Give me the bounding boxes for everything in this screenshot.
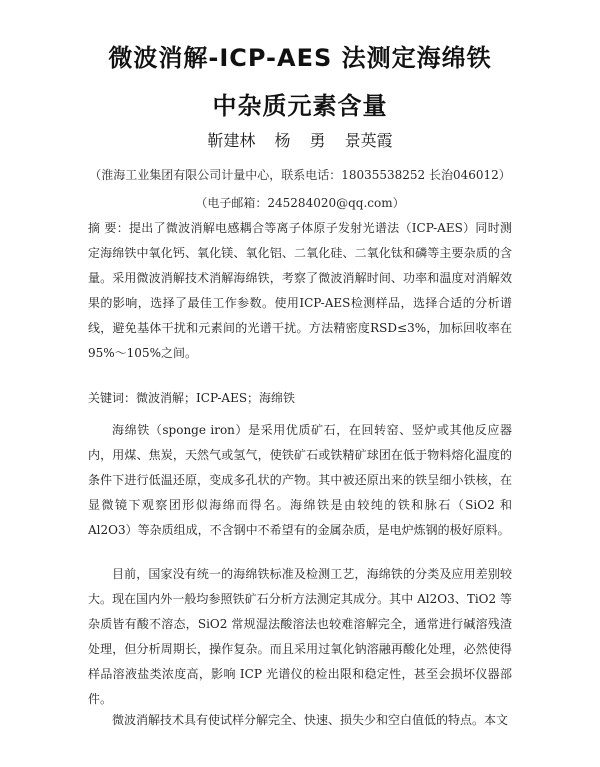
keywords-text: 微波消解；ICP-AES；海绵铁 — [136, 391, 296, 405]
body-paragraph-1: 海绵铁（sponge iron）是采用优质矿石，在回转窑、竖炉或其他反应器内，用煤、焦炭，天然气或氢气，使铁矿石或铁精矿球团在低于物料熔化温度的条件下进行低温还原，变成多孔状的产物。其中被还原出来的铁呈细小铁核，在显微镜下观察团形似海绵而得名。海绵铁是由较纯的铁和脉石（SiO2 和 Al2O3）等杂质组成，不含钢中不希望有的金属杂质，是电炉炼钢的极好原料。 — [88, 423, 512, 537]
abstract-label: 摘 要： — [88, 221, 129, 235]
keywords-label: 关键词： — [88, 391, 137, 405]
paper-title-line-2: 中杂质元素含量 — [212, 92, 388, 120]
paper-title-line-1: 微波消解-ICP-AES 法测定海绵铁 — [108, 44, 492, 72]
author-list: 靳建林 杨 勇 景英霞 — [207, 131, 393, 150]
body-paragraph-3: 微波消解技术具有使试样分解完全、快速、损失少和空白值低的特点。本文 — [112, 713, 509, 727]
author-email: （电子邮箱：245284020@qq.com） — [195, 196, 405, 210]
keywords-paragraph — [88, 386, 512, 411]
author-affiliation: （淮海工业集团有限公司计量中心，联系电话：18035538252 长治046012） — [89, 168, 511, 182]
abstract-text: 提出了微波消解电感耦合等离子体原子发射光谱法（ICP-AES）同时测定海绵铁中氧化钙、氧化镁、氧化铝、二氧化硅、二氧化钛和磷等主要杂质的含量。采用微波消解技术消解海绵铁，考察了微波消解时间、功率和温度对消解效果的影响，选择了最佳工作参数。使用ICP-AES检测样品，选择合适的分析谱线，避免基体干扰和元素间的光谱干扰。方法精密度RSD≤3%，加标回收率在95%～105%之间。 — [88, 221, 512, 360]
body-paragraph-2: 目前，国家没有统一的海绵铁标准及检测工艺，海绵铁的分类及应用差别较大。现在国内外一般均参照铁矿石分析方法测定其成分。其中 Al2O3、TiO2 等杂质皆有酸不溶态，SiO2 常规湿法酸溶法也较难溶解完全，通常进行碱溶残渣处理，但分析周期长，操作复杂。而且采用过氧化钠溶融再酸化处理，必然使得样品溶液盐类浓度高，影响 ICP 光谱仪的检出限和稳定性，甚至会损坏仪器部件。 — [88, 567, 512, 706]
abstract-paragraph — [88, 216, 512, 366]
